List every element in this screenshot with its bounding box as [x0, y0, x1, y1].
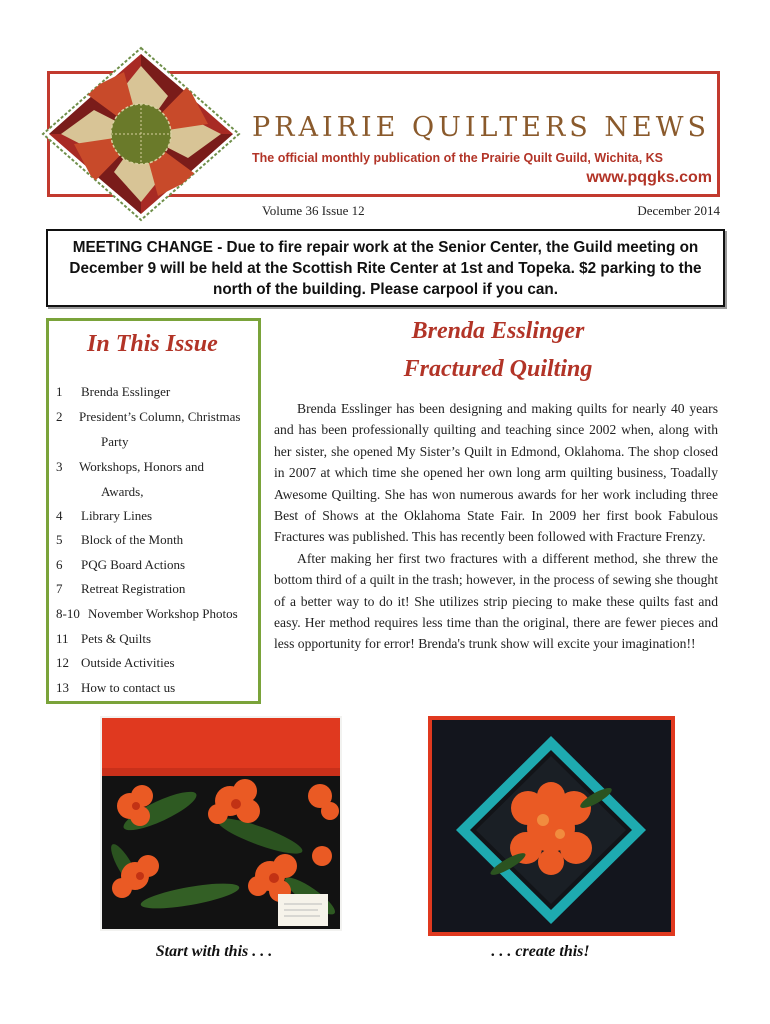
toc-page: 13: [56, 680, 69, 695]
toc-label: Brenda Esslinger: [81, 384, 171, 399]
fabric-photo: [100, 716, 342, 931]
quilt-block-logo: [38, 46, 244, 222]
toc-label: PQG Board Actions: [81, 557, 185, 572]
photo-caption-after: . . . create this!: [491, 943, 590, 960]
toc-title: In This Issue: [87, 331, 218, 357]
toc-label: How to contact us: [81, 680, 176, 695]
toc-page: 3: [56, 459, 63, 474]
toc-page: 4: [56, 508, 63, 523]
toc-label: Library Lines: [81, 508, 153, 523]
toc-label-continued: Awards,: [101, 484, 144, 499]
toc-page: 11: [56, 631, 69, 646]
photo-caption-before: Start with this . . .: [155, 943, 273, 960]
toc-page: 8-10: [56, 606, 80, 621]
issue-date: December 2014: [637, 203, 720, 218]
article-paragraph: After making her first two fractures with a different method, she threw the bottom third of a quilt in the trash; however, in the process of sewing she thought of a better way to do it! She utilizes strip piecing to make these quilts fast and easy. Her method requires less time than the original, there are fewer pieces and less opportunity for error! Brenda's trunk show will excite your imagination!!: [274, 550, 718, 652]
article-subtitle: Fractured Quilting: [403, 356, 593, 382]
toc-label: Workshops, Honors and: [79, 459, 204, 474]
toc-page: 12: [56, 655, 69, 670]
volume-issue: Volume 36 Issue 12: [262, 203, 365, 218]
toc-page: 6: [56, 557, 63, 572]
toc-label: November Workshop Photos: [88, 606, 238, 621]
toc-page: 1: [56, 384, 63, 399]
article-paragraph: Brenda Esslinger has been designing and making quilts for nearly 40 years and has been professionally quilting and teaching since 2002 when, along with her sister, she opened My Sister’s Quilt in Edmond, Oklahoma. The shop closed in 2007 at which time she opened her own long arm quilting business, Toadally Awesome Quilting. She has won numerous awards for her work including three Best of Shows at the Oklahoma State Fair. In 2009 her first book Fabulous Fractures was published. This has recently been followed with Fracture Frenzy.: [274, 401, 718, 545]
toc-page: 2: [56, 409, 63, 424]
toc-page: 7: [56, 581, 63, 596]
toc-page: 5: [56, 532, 63, 547]
toc-label: Pets & Quilts: [81, 631, 152, 646]
toc-label: President’s Column, Christmas: [79, 409, 241, 424]
meeting-change-notice: [46, 229, 725, 307]
toc-label: Outside Activities: [81, 655, 175, 670]
toc-label-continued: Party: [101, 434, 129, 449]
website-link[interactable]: www.pqgks.com: [586, 169, 712, 186]
finished-quilt-photo: [428, 716, 675, 936]
newsletter-subtitle: The official monthly publication of the Prairie Quilt Guild, Wichita, KS: [252, 151, 664, 165]
in-this-issue-box: [46, 318, 261, 704]
toc-label: Retreat Registration: [81, 581, 186, 596]
newsletter-title: PRAIRIE QUILTERS NEWS: [252, 112, 710, 143]
article-body: [274, 398, 718, 655]
notice-text: MEETING CHANGE - Due to fire repair work at the Senior Center, the Guild meeting on December 9 will be held at the Scottish Rite Center at 1st and Topeka. $2 parking to the north of the building. Please carpool if you can.: [69, 238, 702, 298]
article-title: Brenda Esslinger: [411, 318, 585, 344]
toc-label: Block of the Month: [81, 532, 184, 547]
